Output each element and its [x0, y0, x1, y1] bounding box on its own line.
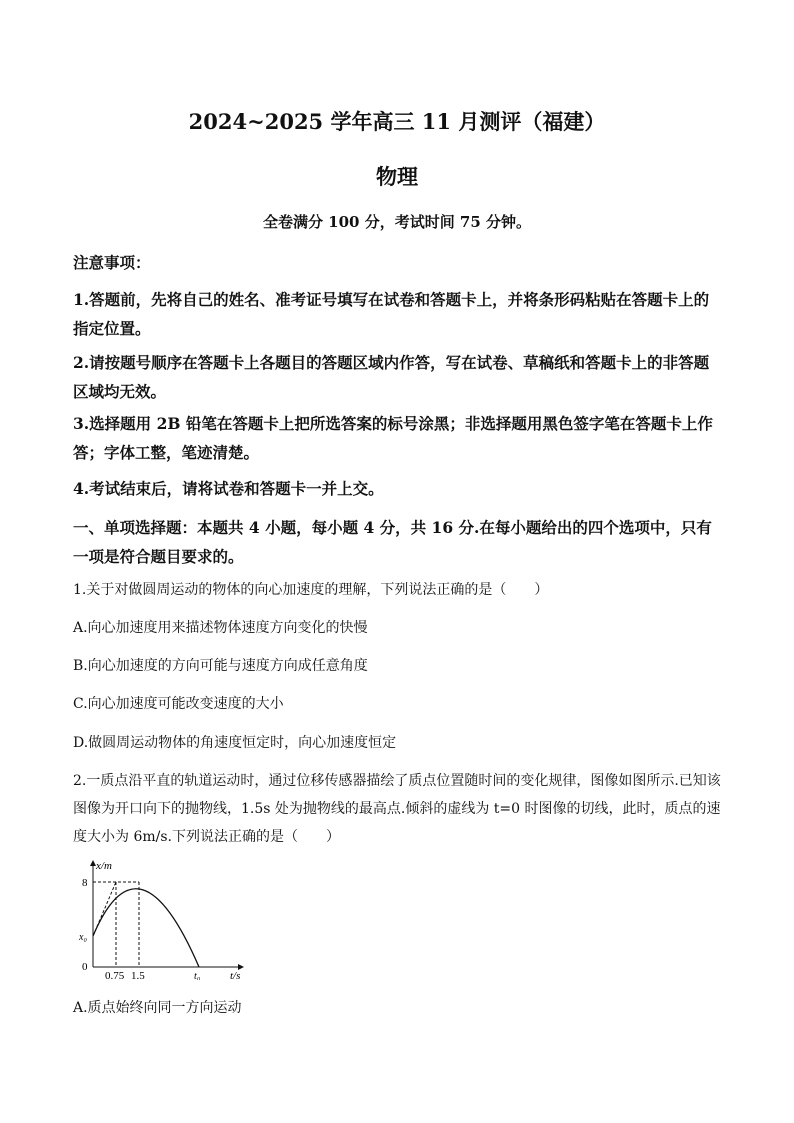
position-time-graph: [73, 855, 248, 984]
graph-svg: [73, 855, 248, 980]
y-tick-x0: x₀: [79, 932, 87, 943]
x-tick-075: 0.75: [105, 970, 125, 980]
section-heading: 一、单项选择题：本题共 4 小题，每小题 4 分，共 16 分.在每小题给出的四个选项中，只有一项是符合题目要求的。: [73, 518, 712, 566]
y-axis-label: x/m: [96, 860, 112, 872]
subject-title: 物理: [376, 164, 418, 189]
question-1-option-c: C.向心加速度可能改变速度的大小: [73, 696, 284, 712]
parabola-curve: [93, 889, 199, 967]
question-2-stem: 2.一质点沿平直的轨道运动时，通过位移传感器描绘了质点位置随时间的变化规律，图像如图所示.已知该图像为开口向下的抛物线，1.5s 处为抛物线的最高点.倾斜的虚线为 t=0 时图像的切线，此时，质点的速度大小为 6m/s.下列说法正确的是（ ）: [73, 773, 721, 845]
notice-item-4: 4.考试结束后，请将试卷和答题卡一并上交。: [73, 479, 384, 498]
x-tick-15: 1.5: [131, 970, 145, 980]
origin-label: 0: [82, 961, 88, 973]
notice-item-2: 2.请按题号顺序在答题卡上各题目的答题区域内作答，写在试卷、草稿纸和答题卡上的非答题区域均无效。: [73, 353, 710, 401]
question-1-stem: 1.关于对做圆周运动的物体的向心加速度的理解，下列说法正确的是（ ）: [73, 582, 549, 598]
exam-title: 2024~2025 学年高三 11 月测评（福建）: [188, 109, 606, 134]
score-time-line: 全卷满分 100 分，考试时间 75 分钟。: [262, 213, 532, 231]
question-1-option-b: B.向心加速度的方向可能与速度方向成任意角度: [73, 658, 368, 674]
x-axis-label: t/s: [230, 970, 241, 980]
question-2-option-a: A.质点始终向同一方向运动: [73, 1000, 242, 1016]
question-1-option-d: D.做圆周运动物体的角速度恒定时，向心加速度恒定: [73, 735, 397, 751]
x-tick-t0: t₀: [194, 971, 201, 980]
notice-item-1: 1.答题前，先将自己的姓名、准考证号填写在试卷和答题卡上，并将条形码粘贴在答题卡上的指定位置。: [73, 290, 710, 338]
question-1-option-a: A.向心加速度用来描述物体速度方向变化的快慢: [73, 620, 368, 636]
y-tick-8: 8: [82, 877, 88, 889]
notice-heading: 注意事项：: [73, 253, 151, 272]
notice-item-3: 3.选择题用 2B 铅笔在答题卡上把所选答案的标号涂黑；非选择题用黑色签字笔在答题卡上作答；字体工整，笔迹清楚。: [73, 414, 713, 462]
